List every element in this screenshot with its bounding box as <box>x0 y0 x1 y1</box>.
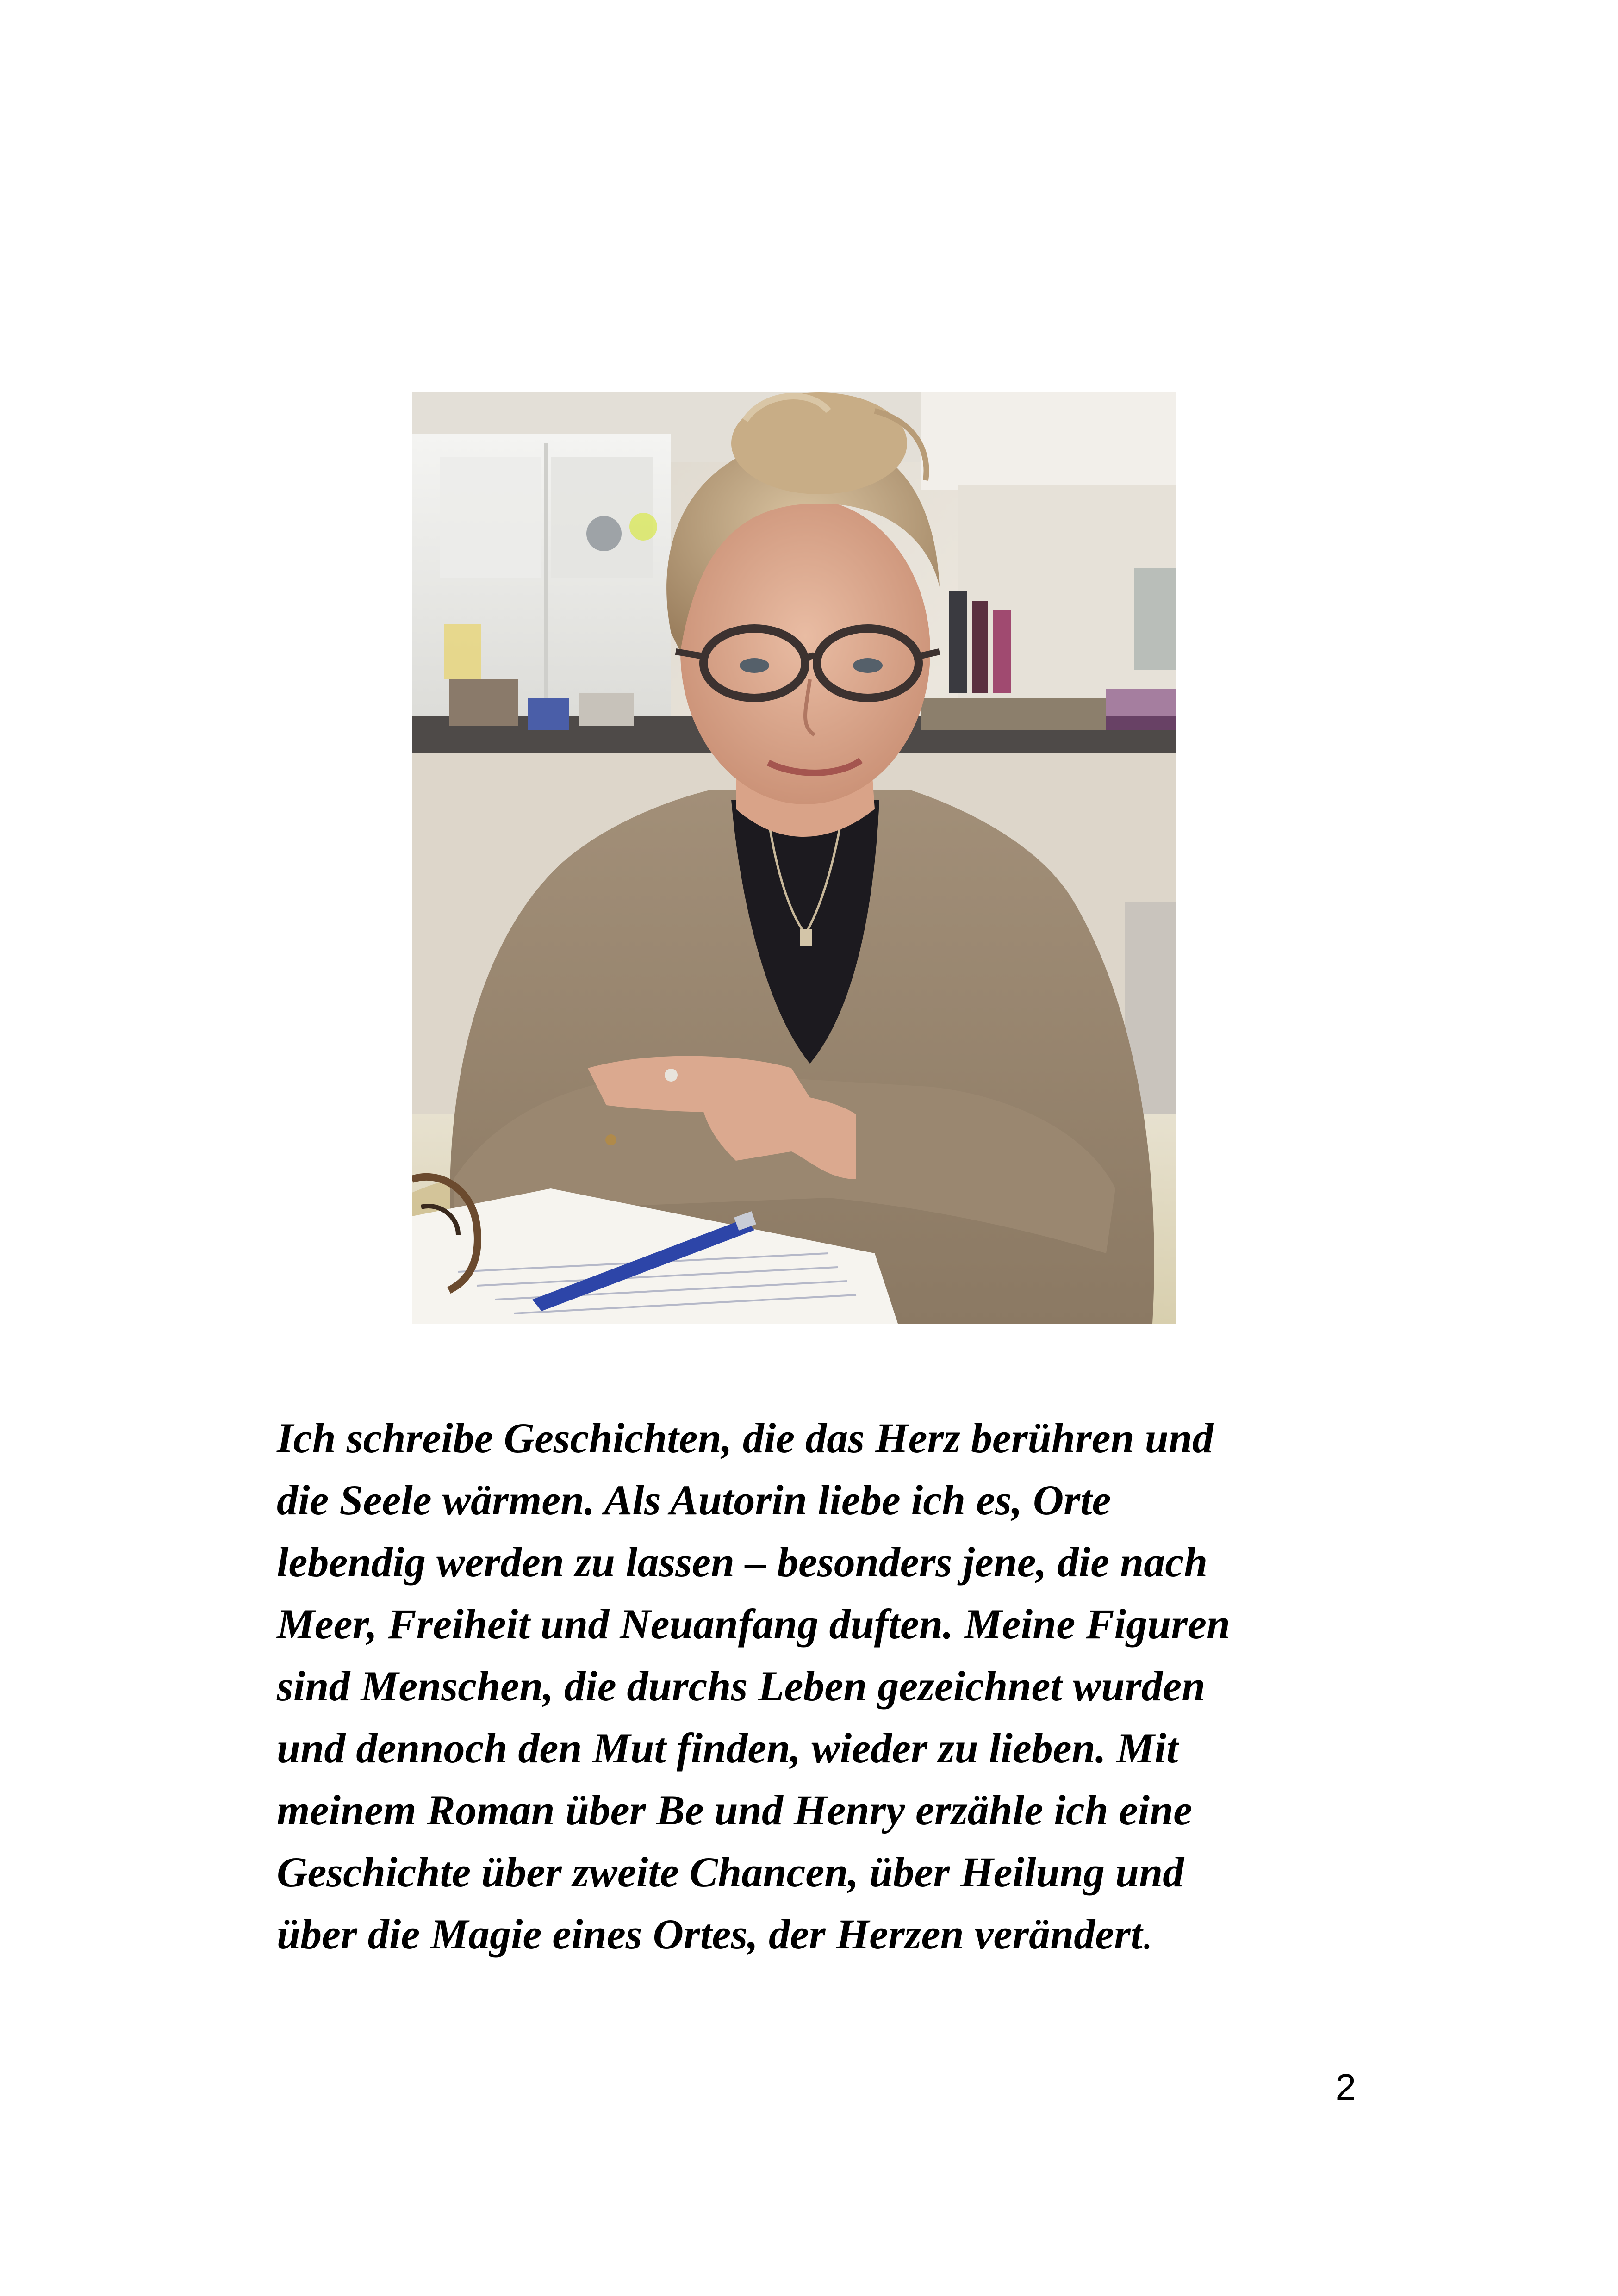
bio-line-last <box>277 1903 1355 1965</box>
bio-line: Meer, Freiheit und Neuanfang duften. Meine Figuren <box>277 1600 1231 1648</box>
author-bio-paragraph <box>277 1407 1355 1965</box>
bio-end-mark: . <box>1142 1910 1153 1958</box>
bio-line: die Seele wärmen. Als Autorin liebe ich es, Orte <box>277 1476 1111 1524</box>
bio-line: sind Menschen, die durchs Leben gezeichnet wurden <box>277 1662 1206 1710</box>
bio-line: meinem Roman über Be und Henry erzähle ich eine <box>277 1786 1193 1834</box>
bio-line: Ich schreibe Geschichten, die das Herz berühren und <box>277 1414 1214 1462</box>
page-number: 2 <box>1335 2066 1356 2108</box>
bio-line: und dennoch den Mut finden, wieder zu lieben. Mit <box>277 1724 1178 1772</box>
author-photo <box>412 392 1176 1324</box>
author-photo-illustration <box>412 392 1176 1324</box>
bio-line: Geschichte über zweite Chancen, über Heilung und <box>277 1848 1184 1896</box>
bio-line: lebendig werden zu lassen – besonders jene, die nach <box>277 1538 1208 1586</box>
bio-line-text: über die Magie eines Ortes, der Herzen verändert <box>277 1910 1143 1958</box>
